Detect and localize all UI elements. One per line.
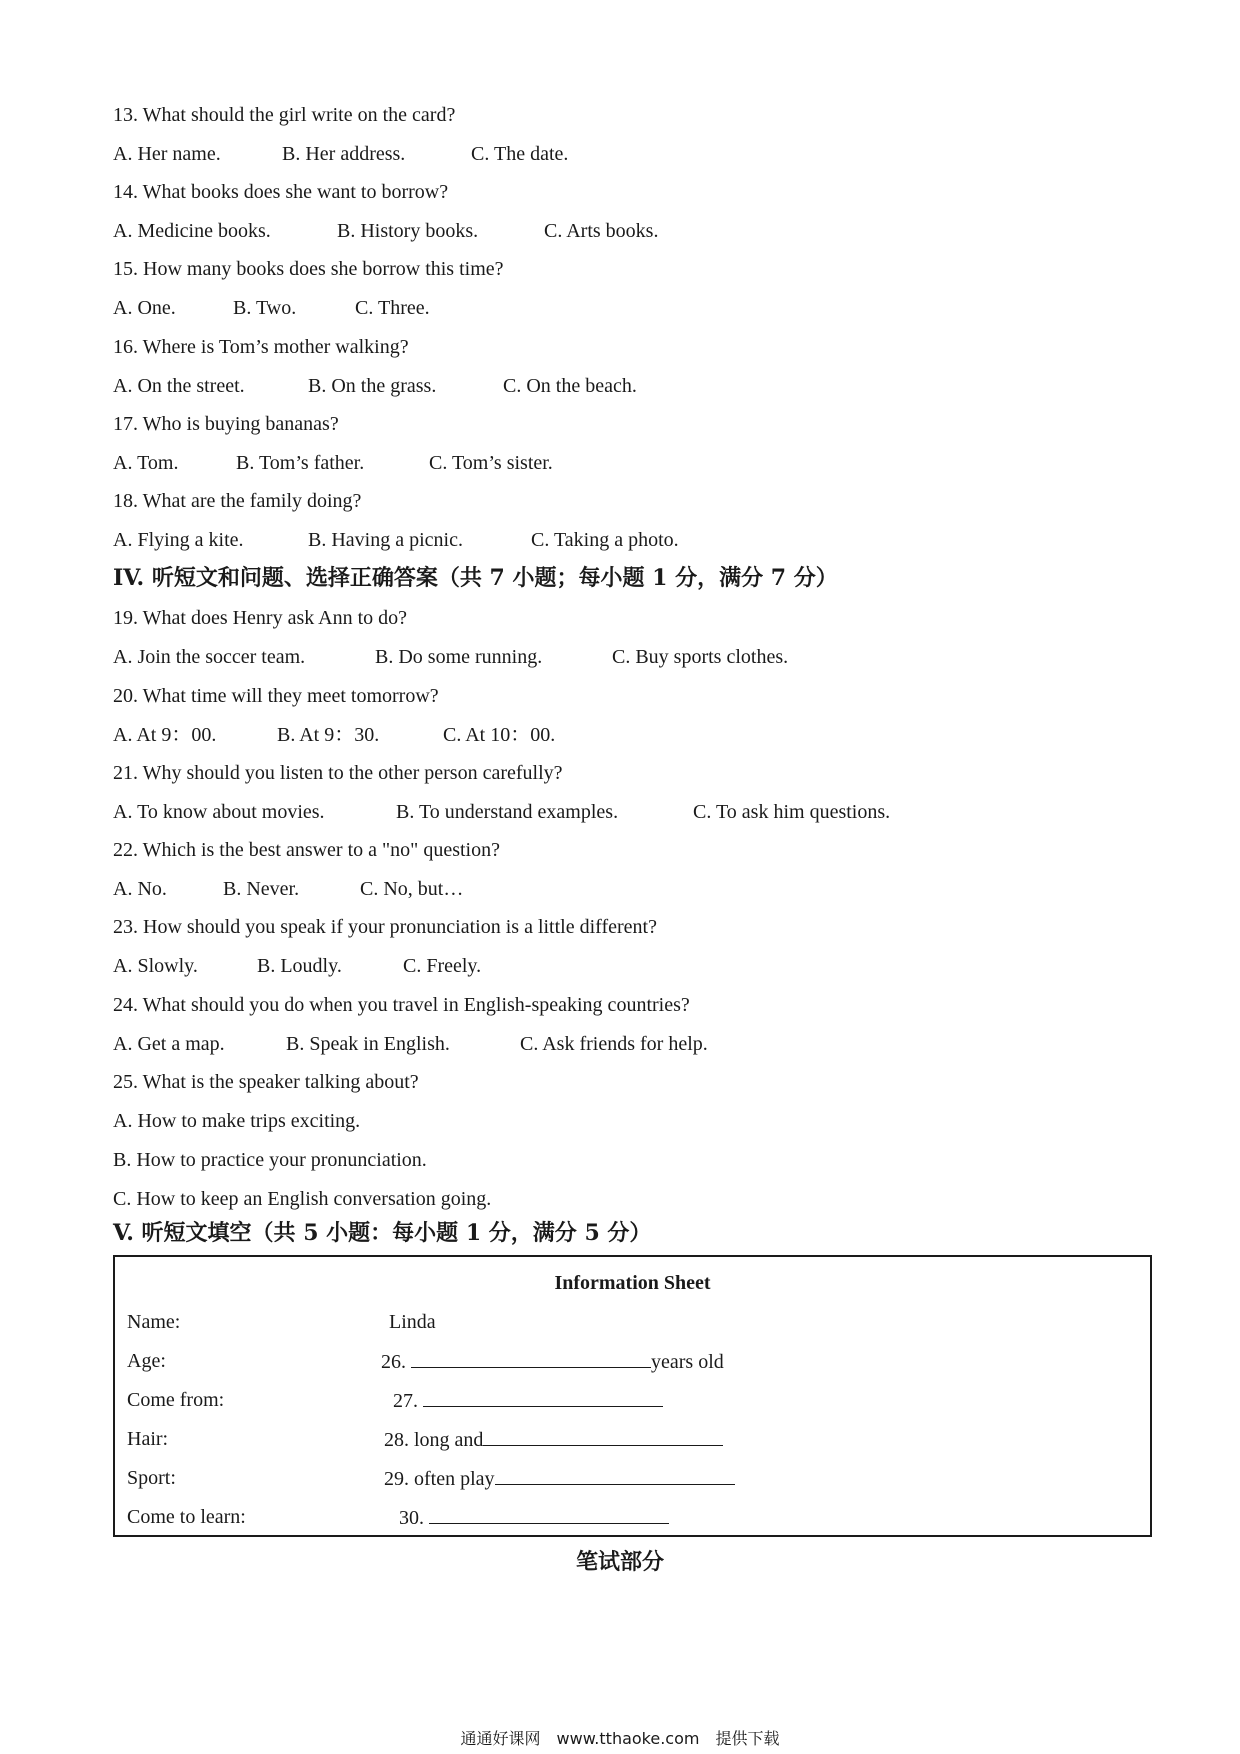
option-17-a: A. Tom.	[113, 452, 179, 474]
option-18-c: C. Taking a photo.	[531, 529, 679, 551]
option-22-a: A. No.	[113, 878, 167, 900]
question-18: 18. What are the family doing?	[113, 490, 362, 512]
option-14-b: B. History books.	[337, 220, 479, 242]
info-value-hair	[384, 1427, 723, 1452]
option-24-c: C. Ask friends for help.	[520, 1033, 708, 1055]
info-row-name	[127, 1310, 1137, 1340]
info-row-age	[127, 1349, 1137, 1379]
blank-27[interactable]	[423, 1388, 663, 1407]
information-sheet	[113, 1255, 1152, 1537]
option-23-a: A. Slowly.	[113, 955, 198, 977]
option-16-b: B. On the grass.	[308, 375, 437, 397]
option-17-b: B. Tom’s father.	[236, 452, 365, 474]
question-14: 14. What books does she want to borrow?	[113, 181, 449, 203]
info-row-sport	[127, 1466, 1137, 1496]
option-25-c: C. How to keep an English conversation going.	[113, 1188, 492, 1210]
option-13-b: B. Her address.	[282, 143, 406, 165]
option-15-a: A. One.	[113, 297, 176, 319]
blank-26[interactable]	[411, 1349, 651, 1368]
option-15-b: B. Two.	[233, 297, 297, 319]
info-label-come-to-learn: Come to learn:	[127, 1506, 246, 1528]
option-23-c: C. Freely.	[403, 955, 482, 977]
option-18-b: B. Having a picnic.	[308, 529, 463, 551]
blank-30[interactable]	[429, 1505, 669, 1524]
option-22-b: B. Never.	[223, 878, 300, 900]
option-24-a: A. Get a map.	[113, 1033, 225, 1055]
info-label-sport: Sport:	[127, 1467, 176, 1489]
question-19: 19. What does Henry ask Ann to do?	[113, 607, 408, 629]
option-15-c: C. Three.	[355, 297, 430, 319]
option-22-c: C. No, but…	[360, 878, 464, 900]
blank-29-number: 29. often play	[384, 1468, 495, 1490]
info-value-age	[381, 1349, 724, 1374]
option-20-c: C. At 10：00.	[443, 724, 556, 746]
option-16-a: A. On the street.	[113, 375, 245, 397]
option-13-a: A. Her name.	[113, 143, 221, 165]
question-13: 13. What should the girl write on the card?	[113, 104, 456, 126]
question-21: 21. Why should you listen to the other person carefully?	[113, 762, 563, 784]
question-15: 15. How many books does she borrow this time?	[113, 258, 504, 280]
option-19-b: B. Do some running.	[375, 646, 543, 668]
option-19-c: C. Buy sports clothes.	[612, 646, 789, 668]
question-25: 25. What is the speaker talking about?	[113, 1071, 419, 1093]
option-20-a: A. At 9：00.	[113, 724, 217, 746]
question-23: 23. How should you speak if your pronunciation is a little different?	[113, 916, 657, 938]
info-value-come-to-learn	[399, 1505, 669, 1530]
option-25-a: A. How to make trips exciting.	[113, 1110, 361, 1132]
option-23-b: B. Loudly.	[257, 955, 342, 977]
info-label-age: Age:	[127, 1350, 166, 1372]
blank-30-number: 30.	[399, 1507, 424, 1529]
section-5-title: V. 听短文填空（共 5 小题：每小题 1 分，满分 5 分）	[113, 1220, 652, 1246]
information-sheet-title: Information Sheet	[554, 1272, 711, 1294]
age-suffix: years old	[651, 1351, 724, 1373]
question-24: 24. What should you do when you travel in English-speaking countries?	[113, 994, 690, 1016]
info-value-name: Linda	[389, 1311, 436, 1333]
written-part-heading: 笔试部分	[575, 1549, 664, 1575]
option-21-a: A. To know about movies.	[113, 801, 325, 823]
option-20-b: B. At 9：30.	[277, 724, 380, 746]
option-17-c: C. Tom’s sister.	[429, 452, 553, 474]
option-13-c: C. The date.	[471, 143, 569, 165]
question-20: 20. What time will they meet tomorrow?	[113, 685, 439, 707]
option-14-c: C. Arts books.	[544, 220, 659, 242]
option-24-b: B. Speak in English.	[286, 1033, 450, 1055]
info-row-come-from	[127, 1388, 1137, 1418]
question-16: 16. Where is Tom’s mother walking?	[113, 336, 409, 358]
option-18-a: A. Flying a kite.	[113, 529, 244, 551]
question-17: 17. Who is buying bananas?	[113, 413, 339, 435]
info-value-come-from	[393, 1388, 663, 1413]
info-label-hair: Hair:	[127, 1428, 169, 1450]
option-21-b: B. To understand examples.	[396, 801, 619, 823]
blank-28[interactable]	[483, 1427, 723, 1446]
page-footer: 通通好课网 www.tthaoke.com 提供下载	[460, 1729, 780, 1748]
option-19-a: A. Join the soccer team.	[113, 646, 306, 668]
info-row-hair	[127, 1427, 1137, 1457]
section-4-title: IV. 听短文和问题、选择正确答案（共 7 小题；每小题 1 分，满分 7 分）	[113, 565, 838, 591]
option-14-a: A. Medicine books.	[113, 220, 271, 242]
blank-29[interactable]	[495, 1466, 735, 1485]
info-row-come-to-learn	[127, 1505, 1137, 1535]
option-21-c: C. To ask him questions.	[693, 801, 891, 823]
info-label-name: Name:	[127, 1311, 181, 1333]
info-value-sport	[384, 1466, 735, 1491]
info-label-come-from: Come from:	[127, 1389, 225, 1411]
option-16-c: C. On the beach.	[503, 375, 637, 397]
option-25-b: B. How to practice your pronunciation.	[113, 1149, 427, 1171]
question-22: 22. Which is the best answer to a "no" question?	[113, 839, 500, 861]
blank-26-number: 26.	[381, 1351, 406, 1373]
blank-28-number: 28. long and	[384, 1429, 484, 1451]
blank-27-number: 27.	[393, 1390, 418, 1412]
